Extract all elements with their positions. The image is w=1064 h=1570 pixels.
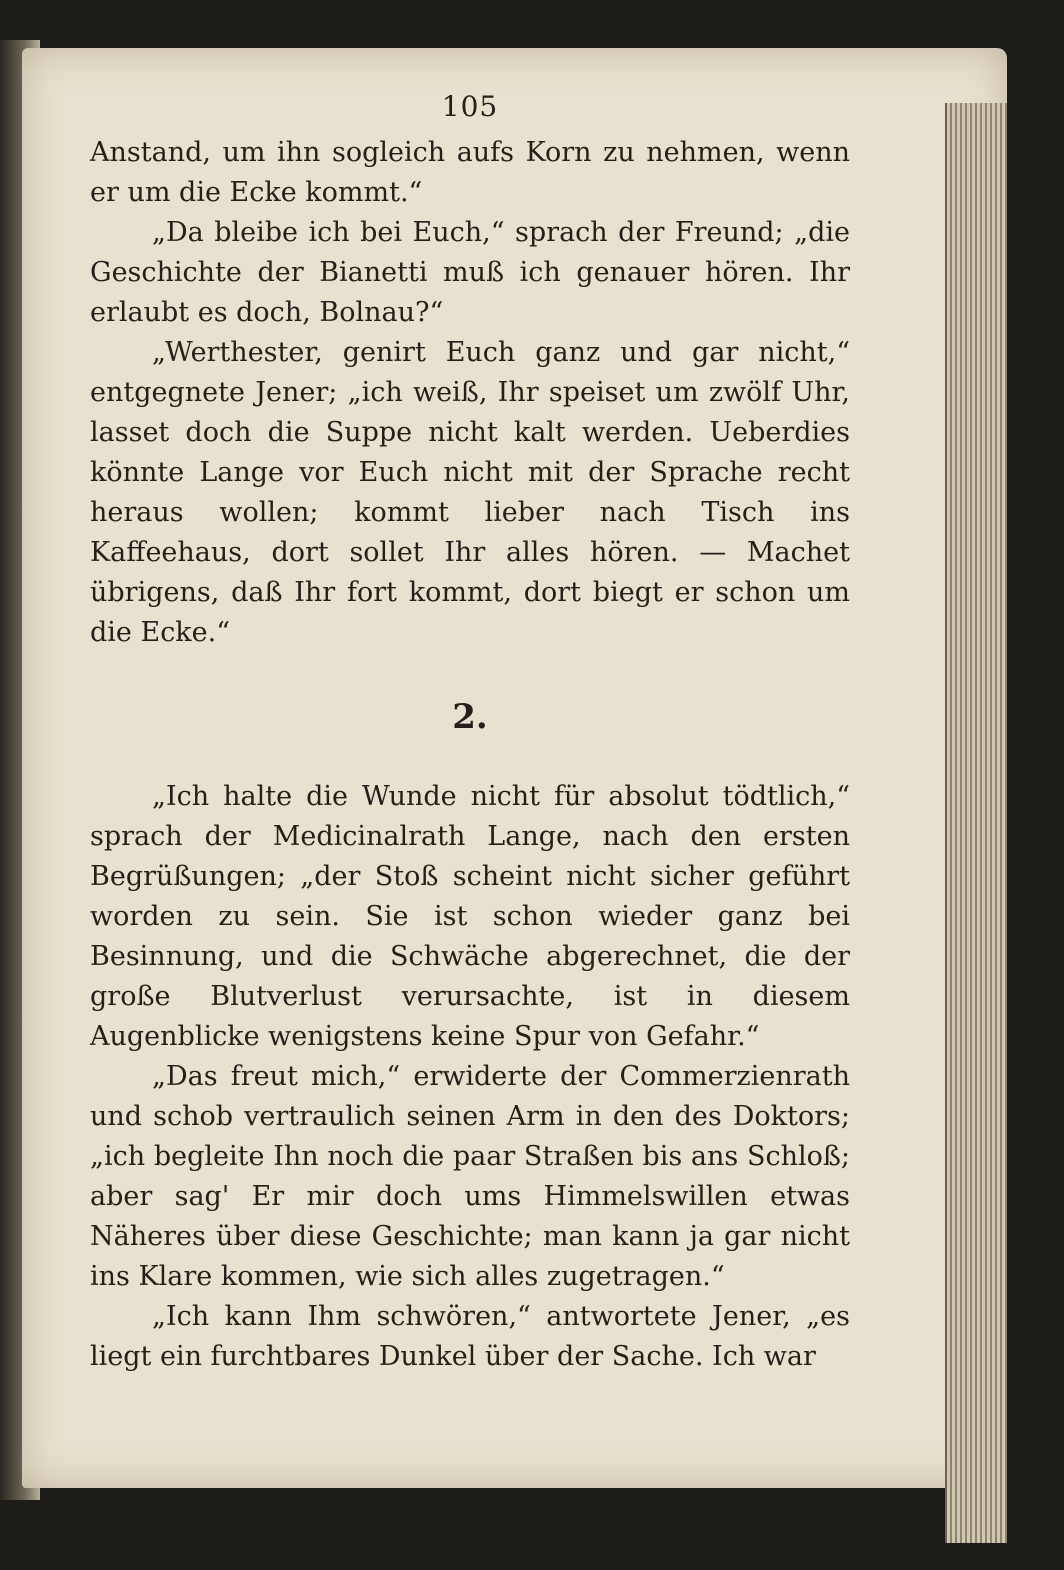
paragraph: Anstand, um ihn sogleich aufs Korn zu nehmen, wenn er um die Ecke kommt.“ [90,137,850,208]
page-number: 105 [441,90,499,123]
paragraph: „Ich halte die Wunde nicht für absolut tödtlich,“ sprach der Medicinalrath Lange, nach den ersten Begrüßungen; „der Stoß scheint nicht sicher geführt worden zu sein. Sie ist schon wieder ganz bei Besinnung, und die Schwäche abgerechnet, die der große Blutverlust verursachte, ist in diesem Augenblicke wenigstens keine Spur von Gefahr.“ [90,781,850,1052]
paragraph: „Werthester, genirt Euch ganz und gar nicht,“ entgegnete Jener; „ich weiß, Ihr speiset um zwölf Uhr, lasset doch die Suppe nicht kalt werden. Ueberdies könnte Lange vor Euch nicht mit der Sprache recht heraus wollen; kommt lieber nach Tisch ins Kaffeehaus, dort sollet Ihr alles hören. — Machet übrigens, daß Ihr fort kommt, dort biegt er schon um die Ecke.“ [90,337,850,648]
paragraph: „Da bleibe ich bei Euch,“ sprach der Freund; „die Geschichte der Bianetti muß ich genauer hören. Ihr erlaubt es doch, Bolnau?“ [90,217,850,328]
page-edges [945,103,1007,1543]
section-heading: 2. [452,697,488,737]
paragraph: „Das freut mich,“ erwiderte der Commerzienrath und schob vertraulich seinen Arm in den des Doktors; „ich begleite Ihn noch die paar Straßen bis ans Schloß; aber sag' Er mir doch ums Himmelswillen etwas Näheres über diese Geschichte; man kann ja gar nicht ins Klare kommen, wie sich alles zugetragen.“ [90,1061,850,1292]
page-text [90,90,850,1377]
paragraph: „Ich kann Ihm schwören,“ antwortete Jener, „es liegt ein furchtbares Dunkel über der Sache. Ich war [90,1301,850,1372]
